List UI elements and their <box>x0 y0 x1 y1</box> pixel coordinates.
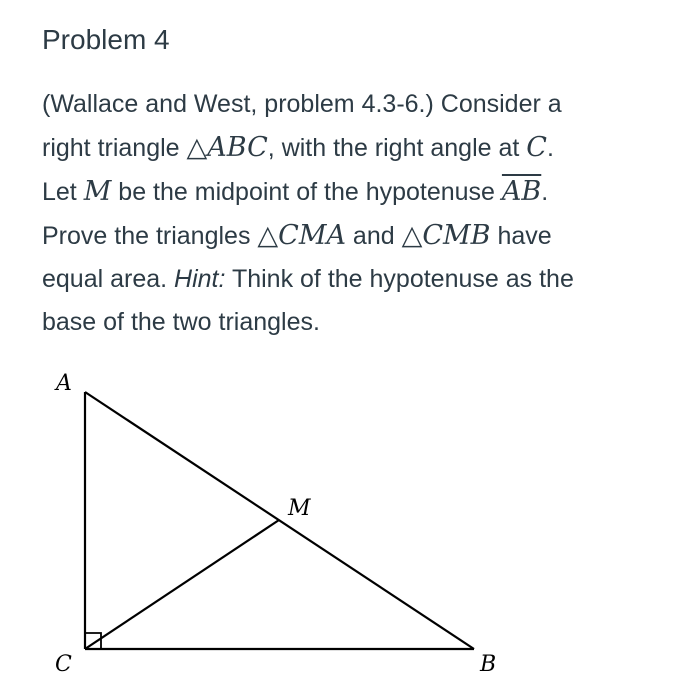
problem-title: Problem 4 <box>42 24 170 55</box>
hint-label: Hint: <box>174 265 226 293</box>
statement-text: . <box>546 134 554 162</box>
math-triangle-cma: △CMA <box>257 220 346 251</box>
label-b: B <box>480 652 497 677</box>
statement-text: and <box>345 222 402 250</box>
statement-text: Let <box>42 178 84 206</box>
statement-text: . <box>541 178 549 206</box>
statement-text: (Wallace and West, problem 4.3-6.) Consider a <box>42 90 562 118</box>
statement-text: equal area. <box>42 265 175 293</box>
statement-text: have <box>490 222 552 250</box>
math-segment-ab: $\overline{AB}$ <box>501 176 542 207</box>
statement-text: be the midpoint of the hypotenuse <box>111 178 502 206</box>
label-c: C <box>55 652 72 677</box>
statement-text: right triangle <box>42 134 187 162</box>
label-m: M <box>288 496 311 521</box>
math-vertex-c: C <box>526 132 547 163</box>
math-triangle-abc: △ABC <box>186 132 268 163</box>
math-triangle-cmb: △CMB <box>401 220 491 251</box>
label-a: A <box>56 371 72 396</box>
statement-text: base of the two triangles. <box>42 308 320 336</box>
statement-text: , with the right angle at <box>267 134 527 162</box>
math-point-m: M <box>83 176 112 207</box>
statement-text: Think of the hypotenuse as the <box>225 265 574 293</box>
statement-text: Prove the triangles <box>42 222 258 250</box>
median-cm <box>85 520 279 649</box>
